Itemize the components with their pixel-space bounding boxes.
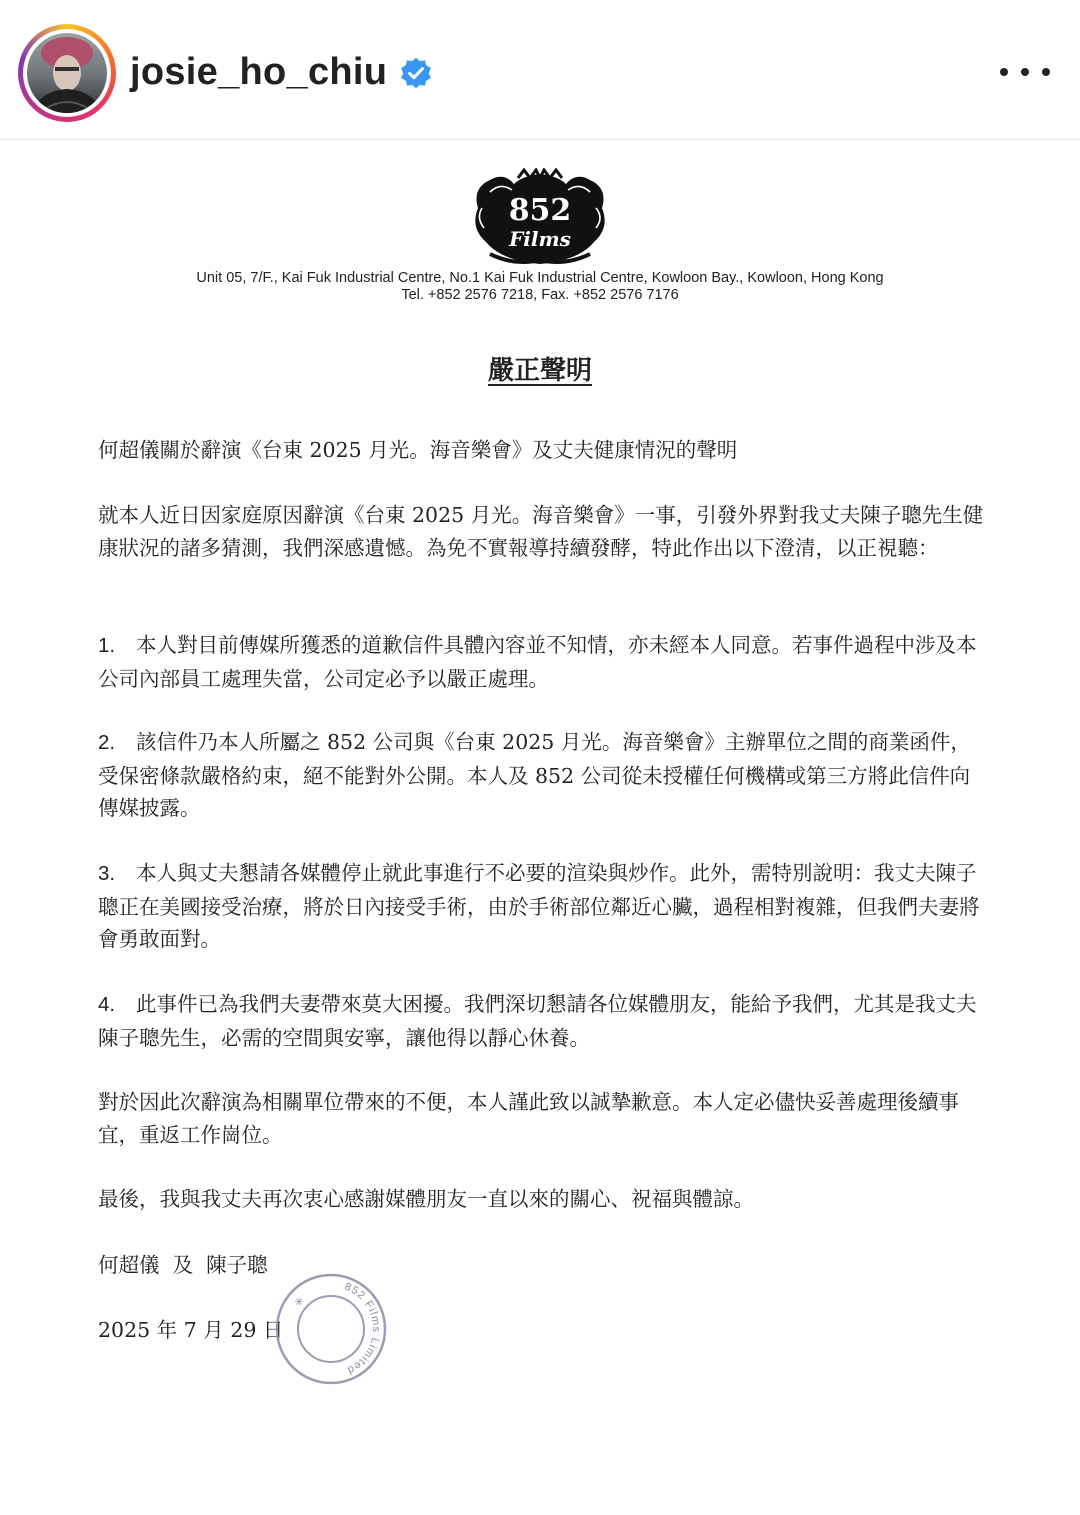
svg-text:852 Films Limited (343, 1281, 382, 1377)
list-number: 1. (98, 634, 116, 657)
signature: 何超儀 及 陳子聰 (98, 1253, 268, 1277)
logo-852-text: 852 (508, 193, 572, 228)
seal-text: 852 Films Limited (342, 1280, 383, 1377)
more-dot-icon (1042, 68, 1050, 76)
list-item (98, 726, 986, 825)
logo-films-text: Films (509, 227, 571, 251)
statement-intro: 就本人近日因家庭原因辭演《台東 2025 月光。海音樂會》一事，引發外界對我丈夫陳子聰先生健康狀況的諸多猜測，我們深感遺憾。為免不實報導持續發酵，特此作出以下澄清，以正視聽： (98, 503, 984, 560)
post-header (0, 0, 1080, 140)
closing-paragraph: 最後，我與我丈夫再次衷心感謝媒體朋友一直以來的關心、祝福與體諒。 (98, 1187, 754, 1211)
statement-title (0, 350, 1080, 387)
list-text: 本人與丈夫懇請各媒體停止就此事進行不必要的渲染與炒作。此外，需特別說明：我丈夫陳子聰正在美國接受治療，將於日內接受手術，由於手術部位鄰近心臟，過程相對複雜，但我們夫妻將會勇敢面對。 (98, 861, 980, 951)
852-films-logo-icon (470, 168, 610, 268)
company-address (0, 270, 1080, 304)
svg-text:✳: ✳ (294, 1295, 305, 1309)
statement-date: 2025 年 7 月 29 日 (98, 1318, 284, 1342)
company-seal-icon (274, 1272, 388, 1386)
address-line: Unit 05, 7/F., Kai Fuk Industrial Centre, No.1 Kai Fuk Industrial Centre, Kowloon Bay., Kowloon, Hong Kong (196, 270, 884, 286)
avatar-story-ring[interactable] (18, 24, 116, 122)
avatar-portrait-icon (27, 33, 107, 113)
more-options-button[interactable] (1000, 54, 1050, 90)
list-number: 3. (98, 862, 116, 885)
list-text: 此事件已為我們夫妻帶來莫大困擾。我們深切懇請各位媒體朋友，能給予我們，尤其是我丈夫陳子聰先生，必需的空間與安寧，讓他得以靜心休養。 (98, 992, 977, 1050)
more-dot-icon (1021, 68, 1029, 76)
statement-title-text: 嚴正聲明 (487, 356, 592, 386)
username[interactable]: josie_ho_chiu (130, 51, 388, 93)
avatar[interactable] (27, 33, 107, 113)
list-item (98, 629, 986, 695)
contact-line: Tel. +852 2576 7218, Fax. +852 2576 7176 (401, 287, 679, 303)
avatar-ring-gap (23, 29, 111, 117)
more-dot-icon (1000, 68, 1008, 76)
verified-badge-icon (399, 56, 433, 90)
list-number: 4. (98, 993, 116, 1016)
list-item (98, 857, 986, 956)
list-text: 本人對目前傳媒所獲悉的道歉信件具體內容並不知情，亦未經本人同意。若事件過程中涉及本公司內部員工處理失當，公司定必予以嚴正處理。 (98, 633, 977, 691)
list-item (98, 988, 986, 1054)
apology-paragraph: 對於因此次辭演為相關單位帶來的不便，本人謹此致以誠摯歉意。本人定必儘快妥善處理後續事宜，重返工作崗位。 (98, 1090, 959, 1147)
list-text: 該信件乃本人所屬之 852 公司與《台東 2025 月光。海音樂會》主辦單位之間的商業函件，受保密條款嚴格約束，絕不能對外公開。本人及 852 公司從未授權任何機構或第三方將此信件向傳媒披露。 (98, 730, 971, 820)
list-number: 2. (98, 731, 116, 754)
statement-subject: 何超儀關於辭演《台東 2025 月光。海音樂會》及丈夫健康情況的聲明 (98, 438, 738, 462)
